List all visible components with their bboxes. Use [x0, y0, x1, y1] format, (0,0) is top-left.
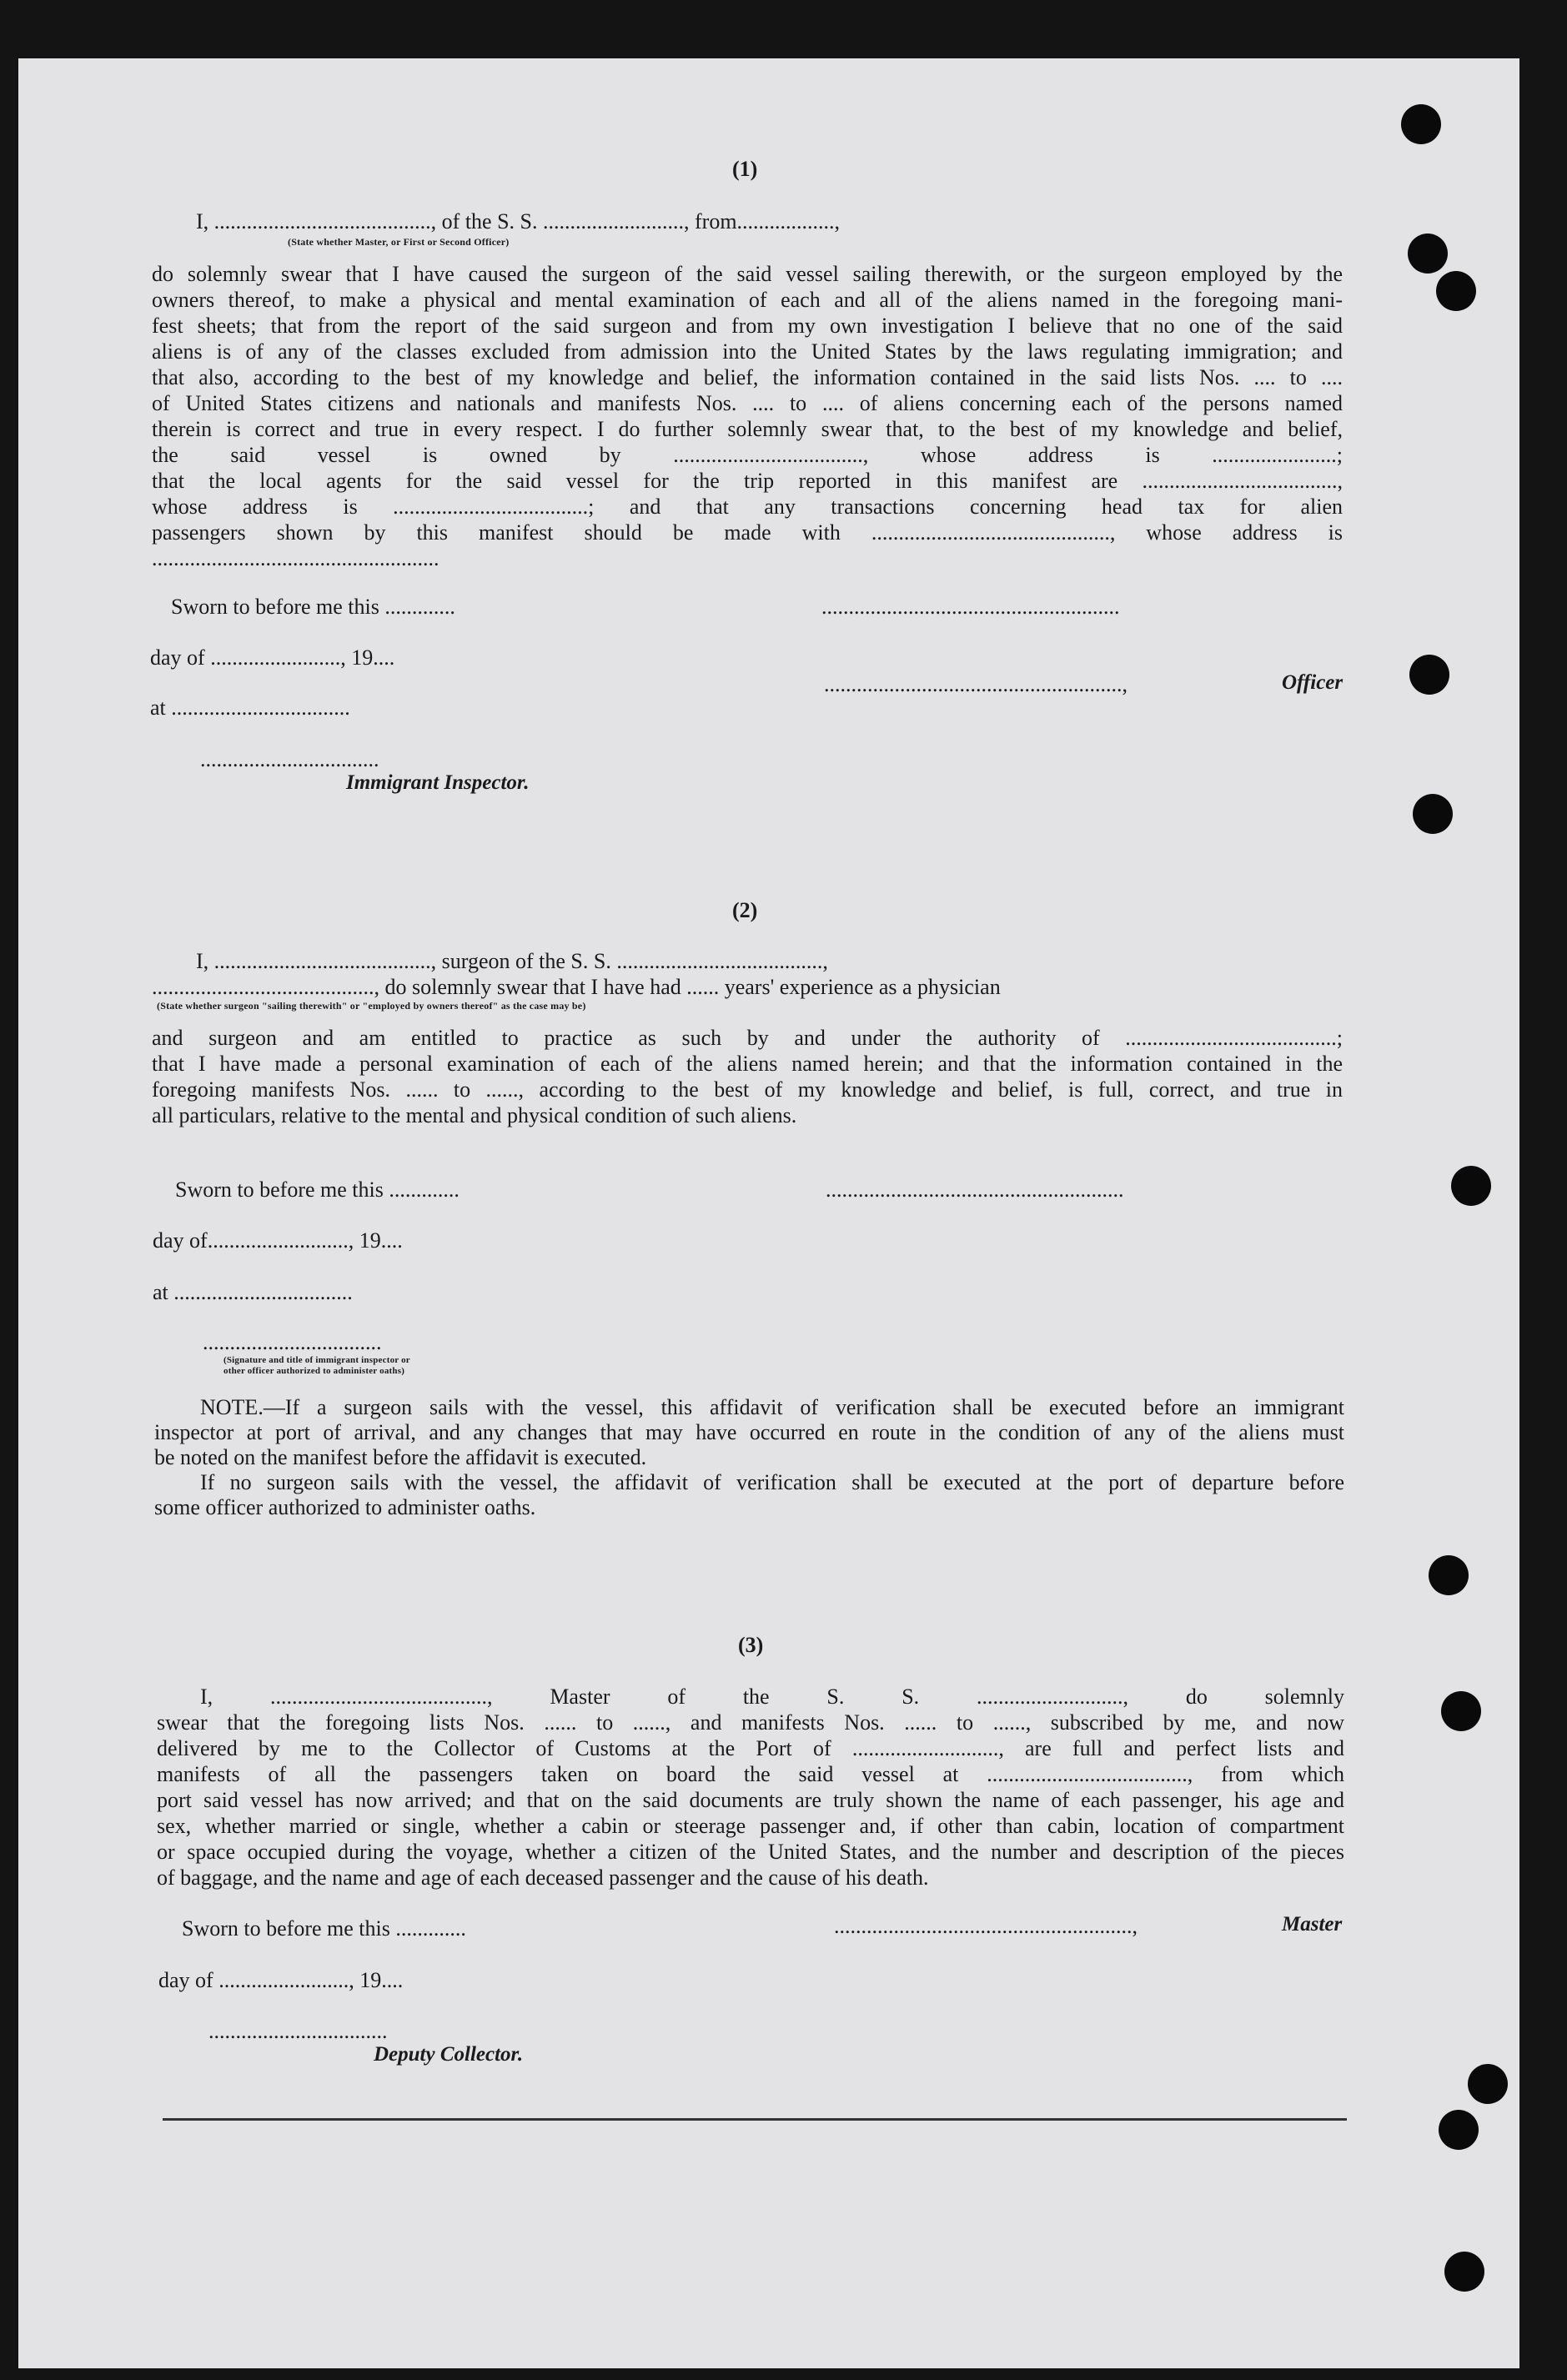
section-3-master-line: .......................................................,: [834, 1914, 1143, 1938]
punch-hole: [1429, 1555, 1469, 1595]
punch-hole: [1468, 2064, 1508, 2104]
section-1-number: (1): [732, 157, 758, 181]
section-3-para-line: or space occupied during the voyage, whether a citizen of the United States, and the number and description of the pieces: [157, 1840, 1344, 1864]
section-2-note-line: be noted on the manifest before the affidavit is executed.: [154, 1445, 647, 1469]
section-1-para-line: of United States citizens and nationals and manifests Nos. .... to .... of aliens concerning each of the persons named: [152, 391, 1343, 415]
section-1-para-line: fest sheets; that from the report of the said surgeon and from my own investigation I believe that no one of the said: [152, 314, 1343, 338]
section-3-para-line: I, ........................................, Master of the S. S. ..........................., do solemnly: [200, 1685, 1344, 1709]
section-3-number: (3): [738, 1633, 764, 1657]
section-3-collector-line: .................................: [208, 2019, 388, 2043]
section-1-officer-label: Officer: [1282, 671, 1344, 694]
section-1-officer-line: .......................................................,: [824, 672, 1133, 696]
section-1-para-line: passengers shown by this manifest should be made with ............................................, whose address is: [152, 520, 1343, 545]
section-2-para-line: and surgeon and am entitled to practice as such by and under the authority of .......................................;: [152, 1026, 1343, 1050]
section-2-line-1: I, ........................................, surgeon of the S. S. ......................................,: [196, 949, 828, 973]
section-2-signature-note: (Signature and title of immigrant inspector or other officer authorized to administer oaths): [223, 1355, 410, 1376]
section-1-para-line: that the local agents for the said vessel for the trip reported in this manifest are ....................................,: [152, 469, 1343, 493]
section-1-line-1-note: (State whether Master, or First or Second Officer): [288, 236, 510, 248]
section-2-day: day of.........................., 19....: [153, 1228, 403, 1253]
section-3-master-label: Master: [1282, 1913, 1343, 1936]
section-1-inspector-line: .................................: [200, 747, 379, 771]
section-3-day: day of ........................, 19....: [158, 1968, 404, 1992]
section-3-para-line: swear that the foregoing lists Nos. ...... to ......, and manifests Nos. ...... to ......, subscribed by me, and now: [157, 1710, 1344, 1735]
punch-hole: [1408, 233, 1448, 274]
section-2-line-2: ........................................., do solemnly swear that I have had ...... years' experience as a physician: [152, 975, 1001, 999]
section-2-para-line: foregoing manifests Nos. ...... to ......, according to the best of my knowledge and belief, is full, correct, and true in: [152, 1077, 1343, 1102]
section-1-para-line: do solemnly swear that I have caused the surgeon of the said vessel sailing therewith, or the surgeon employed by the: [152, 262, 1343, 286]
section-3-sworn: Sworn to before me this .............: [182, 1916, 466, 1941]
section-2-note-line: If no surgeon sails with the vessel, the affidavit of verification shall be executed at the port of departure before: [200, 1470, 1344, 1494]
section-2-signature-line: .......................................................: [826, 1177, 1124, 1202]
punch-hole: [1413, 794, 1453, 834]
section-2-note-line: some officer authorized to administer oaths.: [154, 1495, 536, 1519]
section-3-para-line: of baggage, and the name and age of each deceased passenger and the cause of his death.: [157, 1865, 929, 1890]
section-2-note-line: NOTE.—If a surgeon sails with the vessel, this affidavit of verification shall be executed before an immigrant: [200, 1395, 1344, 1419]
bottom-divider: [163, 2118, 1347, 2121]
section-1-para-line: that also, according to the best of my knowledge and belief, the information contained in the said lists Nos. .... to ....: [152, 365, 1343, 389]
section-1-day: day of ........................, 19....: [150, 645, 395, 670]
punch-hole: [1401, 104, 1441, 144]
section-1-para-line: owners thereof, to make a physical and mental examination of each and all of the aliens named in the foregoing mani-: [152, 288, 1343, 312]
section-1-line-1: I, ........................................, of the S. S. .........................., from..................,: [196, 209, 841, 233]
section-1-sworn: Sworn to before me this .............: [171, 595, 455, 619]
section-2-sworn: Sworn to before me this .............: [175, 1177, 460, 1202]
section-3-collector-label: Deputy Collector.: [374, 2043, 524, 2066]
punch-hole: [1439, 2110, 1479, 2150]
section-1-para-line: .....................................................: [152, 546, 439, 570]
punch-hole: [1409, 655, 1449, 695]
section-3-para-line: port said vessel has now arrived; and that on the said documents are truly shown the name of each passenger, his age and: [157, 1788, 1344, 1812]
section-3-para-line: delivered by me to the Collector of Customs at the Port of ..........................., are full and perfect lists and: [157, 1736, 1344, 1760]
section-1-at: at .................................: [150, 695, 350, 720]
section-1-para-line: aliens is of any of the classes excluded from admission into the United States by the laws regulating immigration; and: [152, 339, 1343, 364]
section-2-inspector-line: .................................: [203, 1330, 382, 1354]
section-1-para-line: the said vessel is owned by ..................................., whose address is .......................;: [152, 443, 1343, 467]
section-2-line-2-note: (State whether surgeon "sailing therewith" or "employed by owners thereof" as the case may be): [157, 1000, 586, 1012]
section-3-para-line: manifests of all the passengers taken on board the said vessel at ....................................., from which: [157, 1762, 1344, 1786]
punch-hole: [1451, 1166, 1491, 1206]
section-1-para-line: therein is correct and true in every respect. I do further solemnly swear that, to the best of my knowledge and belief,: [152, 417, 1343, 441]
punch-hole: [1444, 2252, 1484, 2292]
punch-hole: [1441, 1691, 1481, 1731]
punch-hole: [1436, 271, 1476, 311]
section-2-at: at .................................: [153, 1280, 353, 1304]
section-2-number: (2): [732, 898, 758, 922]
section-1-inspector-label: Immigrant Inspector.: [346, 771, 530, 794]
section-2-note-line: inspector at port of arrival, and any changes that may have occurred en route in the condition of any of the aliens must: [154, 1420, 1344, 1444]
section-1-signature-line: .......................................................: [821, 595, 1120, 619]
section-2-para-line: all particulars, relative to the mental and physical condition of such aliens.: [152, 1103, 797, 1127]
section-1-para-line: whose address is ....................................; and that any transactions concerning head tax for alien: [152, 495, 1343, 519]
section-2-para-line: that I have made a personal examination of each of the aliens named herein; and that the information contained in the: [152, 1052, 1343, 1076]
section-3-para-line: sex, whether married or single, whether a cabin or steerage passenger and, if other than cabin, location of compartment: [157, 1814, 1344, 1838]
